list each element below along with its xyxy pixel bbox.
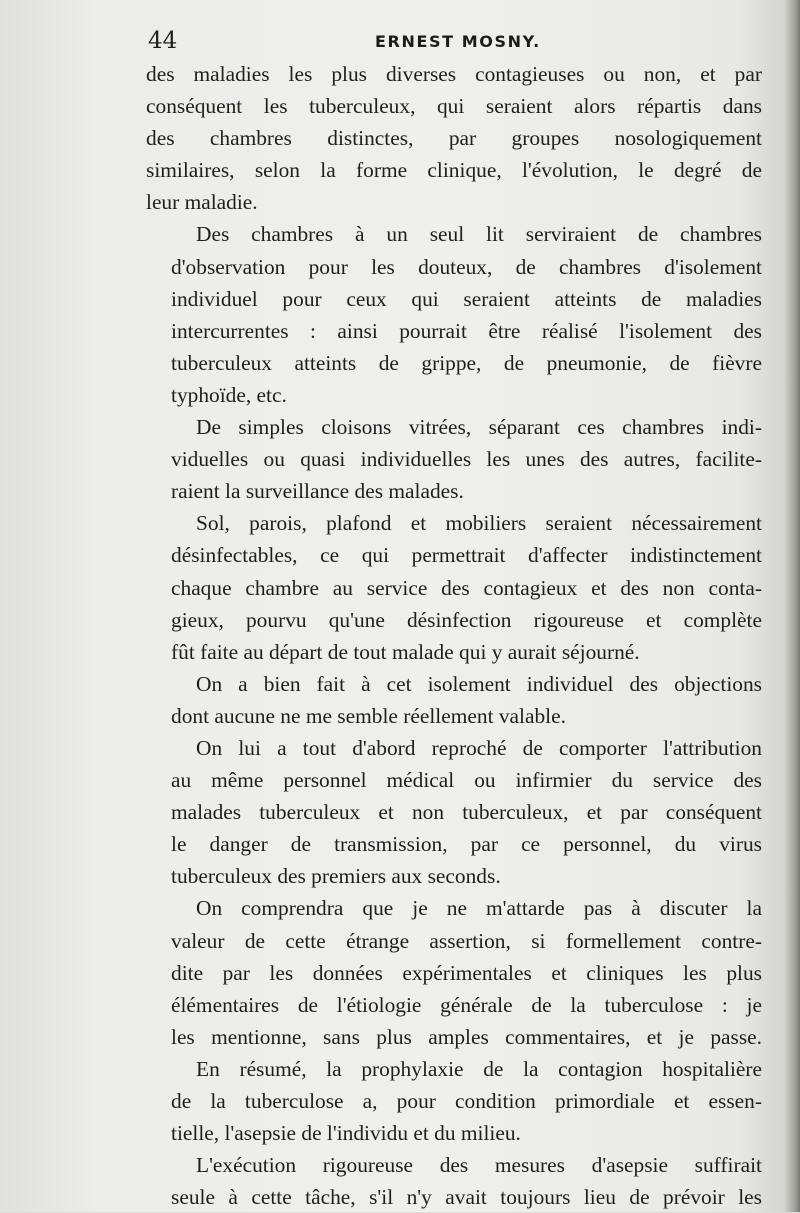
text-line: au même personnel médical ou infirmier du service des (171, 768, 762, 793)
paragraph-8 (146, 1053, 762, 1149)
text-line: Sol, parois, plafond et mobiliers seraient nécessairement (196, 511, 762, 536)
text-line: conséquent les tuberculeux, qui seraient alors répartis dans (146, 94, 762, 119)
paragraph-9 (146, 1149, 762, 1213)
paragraph-5 (146, 668, 762, 732)
text-line: des chambres distinctes, par groupes nosologiquement (146, 126, 762, 151)
paragraph-4 (146, 507, 762, 667)
text-line: intercurrentes : ainsi pourrait être réalisé l'isolement des (171, 318, 762, 343)
text-line: viduelles ou quasi individuelles les unes des autres, facilite- (171, 447, 762, 472)
text-line: Des chambres à un seul lit serviraient de chambres (196, 222, 762, 247)
text-line: les mentionne, sans plus amples commentaires, et je passe. (171, 1024, 762, 1049)
text-line: chaque chambre au service des contagieux et des non conta- (171, 575, 762, 600)
text-line: En résumé, la prophylaxie de la contagion hospitalière (196, 1056, 762, 1081)
text-line: dite par les données expérimentales et cliniques les plus (171, 960, 762, 985)
text-line: valeur de cette étrange assertion, si formellement contre- (171, 928, 762, 953)
text-line: élémentaires de l'étiologie générale de la tuberculose : je (171, 992, 762, 1017)
text-line: tielle, l'asepsie de l'individu et du milieu. (171, 1121, 521, 1146)
text-line: individuel pour ceux qui seraient atteints de maladies (171, 286, 762, 311)
text-line: désinfectables, ce qui permettrait d'affecter indistinctement (171, 543, 762, 568)
text-line: De simples cloisons vitrées, séparant ces chambres indi- (196, 415, 762, 440)
page-number: 44 (148, 28, 178, 54)
text-line: On comprendra que je ne m'attarde pas à discuter la (196, 896, 762, 921)
paragraph-6 (146, 732, 762, 892)
text-line: fût faite au départ de tout malade qui y aurait séjourné. (171, 639, 640, 664)
text-line: L'exécution rigoureuse des mesures d'asepsie suffirait (196, 1153, 762, 1178)
text-line: leur maladie. (146, 190, 258, 215)
text-line: de la tuberculose a, pour condition primordiale et essen- (171, 1089, 762, 1113)
paragraph-3 (146, 411, 762, 507)
paragraph-7 (146, 892, 762, 1052)
text-line: raient la surveillance des malades. (171, 479, 464, 504)
text-line: On lui a tout d'abord reproché de comporter l'attribution (196, 735, 762, 760)
text-line: tuberculeux atteints de grippe, de pneumonie, de fièvre (171, 350, 762, 375)
text-line: seule à cette tâche, s'il n'y avait toujours lieu de prévoir les (171, 1185, 762, 1210)
text-line: On a bien fait à cet isolement individuel des objections (196, 671, 762, 696)
page-header (0, 26, 800, 60)
text-line: similaires, selon la forme clinique, l'évolution, le degré de (146, 158, 762, 183)
text-line: malades tuberculeux et non tuberculeux, et par conséquent (171, 800, 762, 825)
body-text (146, 58, 762, 1213)
text-line: tuberculeux des premiers aux seconds. (171, 864, 501, 889)
paragraph-2 (146, 218, 762, 411)
text-line: dont aucune ne me semble réellement valable. (171, 703, 566, 728)
text-line: d'observation pour les douteux, de chambres d'isolement (171, 254, 762, 279)
running-head: ERNEST MOSNY. (375, 32, 541, 51)
text-line: gieux, pourvu qu'une désinfection rigoureuse et complète (171, 607, 762, 632)
text-line: le danger de transmission, par ce personnel, du virus (171, 832, 762, 857)
text-line: typhoïde, etc. (171, 382, 287, 407)
paragraph-1 (146, 58, 762, 218)
page-gutter-shadow (784, 0, 800, 1212)
text-line: des maladies les plus diverses contagieuses ou non, et par (146, 62, 762, 86)
